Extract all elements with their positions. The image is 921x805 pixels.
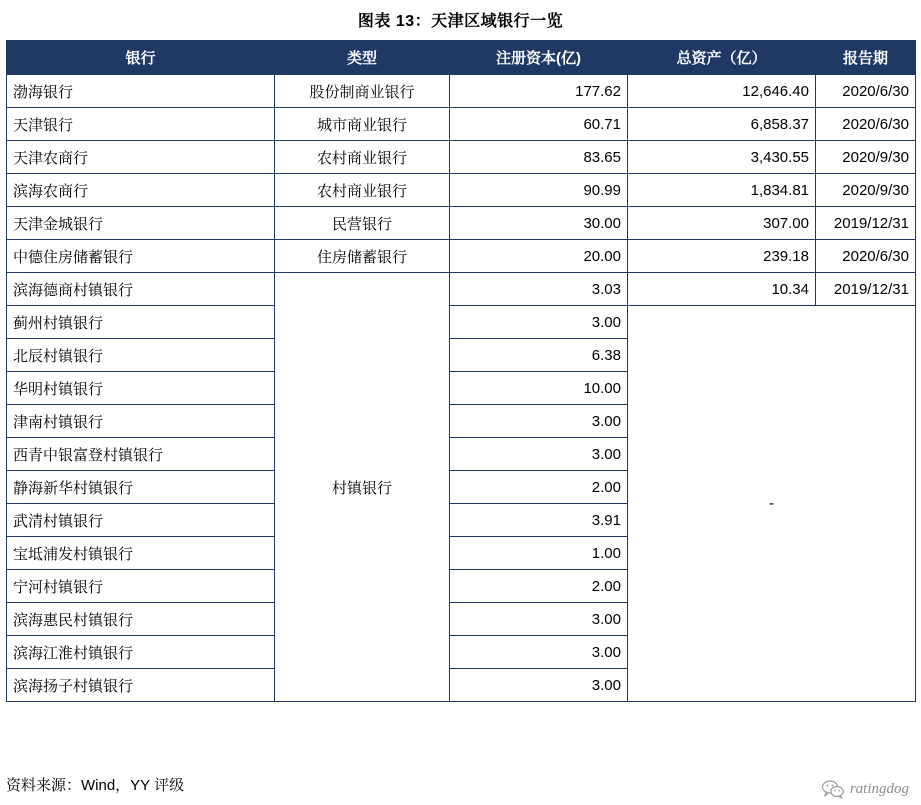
cell-assets: 12,646.40 [628, 75, 816, 108]
cell-bank: 滨海德商村镇银行 [7, 273, 275, 306]
cell-date: 2020/6/30 [816, 108, 916, 141]
cell-capital: 3.00 [450, 669, 628, 702]
cell-bank: 蓟州村镇银行 [7, 306, 275, 339]
cell-capital: 1.00 [450, 537, 628, 570]
column-header-capital: 注册资本(亿) [450, 41, 628, 75]
cell-bank: 中德住房储蓄银行 [7, 240, 275, 273]
table-row [7, 306, 916, 339]
cell-capital: 20.00 [450, 240, 628, 273]
bank-table [6, 40, 916, 702]
column-header-type: 类型 [275, 41, 450, 75]
cell-bank: 滨海江淮村镇银行 [7, 636, 275, 669]
column-header-bank: 银行 [7, 41, 275, 75]
cell-capital: 3.03 [450, 273, 628, 306]
page-title: 图表 13：天津区域银行一览 [357, 13, 564, 30]
cell-type: 农村商业银行 [275, 141, 450, 174]
column-header-date: 报告期 [816, 41, 916, 75]
cell-capital: 30.00 [450, 207, 628, 240]
column-header-assets: 总资产（亿） [628, 41, 816, 75]
cell-bank: 天津农商行 [7, 141, 275, 174]
cell-capital: 3.00 [450, 438, 628, 471]
wechat-icon [822, 780, 844, 799]
cell-bank: 天津金城银行 [7, 207, 275, 240]
cell-bank: 滨海扬子村镇银行 [7, 669, 275, 702]
cell-bank: 西青中银富登村镇银行 [7, 438, 275, 471]
cell-date: 2019/12/31 [816, 273, 916, 306]
table-row [7, 174, 916, 207]
table-row [7, 108, 916, 141]
cell-capital: 3.00 [450, 306, 628, 339]
cell-capital: 10.00 [450, 372, 628, 405]
cell-bank: 静海新华村镇银行 [7, 471, 275, 504]
cell-date: 2020/6/30 [816, 240, 916, 273]
cell-capital: 83.65 [450, 141, 628, 174]
cell-capital: 60.71 [450, 108, 628, 141]
cell-bank: 北辰村镇银行 [7, 339, 275, 372]
cell-bank: 渤海银行 [7, 75, 275, 108]
cell-capital: 2.00 [450, 471, 628, 504]
cell-bank: 滨海惠民村镇银行 [7, 603, 275, 636]
cell-date: 2020/9/30 [816, 141, 916, 174]
cell-capital: 177.62 [450, 75, 628, 108]
cell-assets: 239.18 [628, 240, 816, 273]
table-row [7, 273, 916, 306]
table-header-row [7, 41, 916, 75]
watermark-label: ratingdog [849, 781, 909, 797]
cell-bank: 武清村镇银行 [7, 504, 275, 537]
cell-date: 2020/6/30 [816, 75, 916, 108]
cell-capital: 3.00 [450, 405, 628, 438]
cell-type: 住房储蓄银行 [275, 240, 450, 273]
cell-capital: 3.00 [450, 603, 628, 636]
cell-bank: 津南村镇银行 [7, 405, 275, 438]
cell-capital: 3.91 [450, 504, 628, 537]
cell-type: 民营银行 [275, 207, 450, 240]
table-row [7, 240, 916, 273]
cell-capital: 3.00 [450, 636, 628, 669]
table-row [7, 207, 916, 240]
table-row [7, 141, 916, 174]
cell-assets: 307.00 [628, 207, 816, 240]
source-note: 资料来源：Wind，YY 评级 [6, 777, 185, 794]
cell-capital: 2.00 [450, 570, 628, 603]
cell-assets: 3,430.55 [628, 141, 816, 174]
table-header [7, 41, 916, 75]
cell-capital: 90.99 [450, 174, 628, 207]
cell-bank: 滨海农商行 [7, 174, 275, 207]
cell-date: 2020/9/30 [816, 174, 916, 207]
cell-type: 城市商业银行 [275, 108, 450, 141]
cell-bank: 天津银行 [7, 108, 275, 141]
cell-assets: 6,858.37 [628, 108, 816, 141]
cell-type-merged: 村镇银行 [275, 273, 450, 702]
cell-assets: 10.34 [628, 273, 816, 306]
cell-bank: 宝坻浦发村镇银行 [7, 537, 275, 570]
cell-capital: 6.38 [450, 339, 628, 372]
cell-type: 农村商业银行 [275, 174, 450, 207]
watermark [822, 780, 909, 799]
cell-assets-merged: - [628, 306, 916, 702]
cell-bank: 华明村镇银行 [7, 372, 275, 405]
cell-assets: 1,834.81 [628, 174, 816, 207]
cell-date: 2019/12/31 [816, 207, 916, 240]
cell-bank: 宁河村镇银行 [7, 570, 275, 603]
table-row [7, 75, 916, 108]
cell-type: 股份制商业银行 [275, 75, 450, 108]
table-body [7, 75, 916, 702]
